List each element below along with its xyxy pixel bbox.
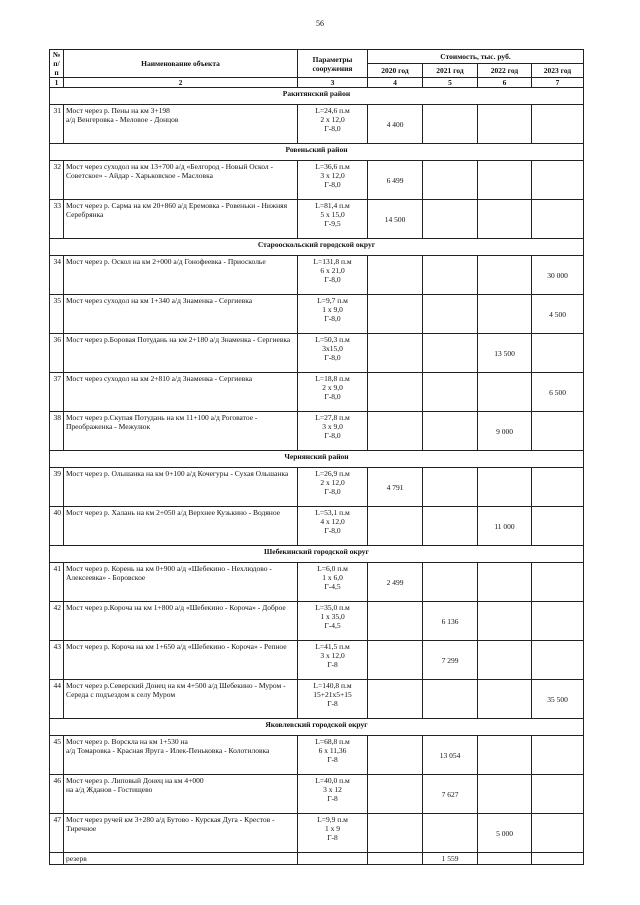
cost-cell — [368, 680, 423, 719]
object-name: Мост через р. Ворскла на км 1+530 на а/д Томаровка - Красная Яруга - Илек-Пеньковка - Колотиловка — [64, 736, 298, 775]
column-number: 5 — [423, 78, 478, 88]
cost-cell — [423, 373, 478, 412]
row-number: 46 — [50, 775, 64, 814]
cost-cell — [368, 775, 423, 814]
cost-cell: 13 500 — [478, 334, 532, 373]
row-number: 37 — [50, 373, 64, 412]
table-row — [50, 641, 584, 680]
structure-params: L=50,3 п.м 3х15,0 Г-8,0 — [298, 334, 368, 373]
cost-cell — [532, 507, 584, 546]
cost-cell — [532, 200, 584, 239]
table-row — [50, 256, 584, 295]
cost-cell — [478, 295, 532, 334]
cost-cell — [368, 373, 423, 412]
cost-cell — [368, 507, 423, 546]
row-number: 34 — [50, 256, 64, 295]
column-number: 3 — [298, 78, 368, 88]
object-name: Мост через р.Боровая Потудань на км 2+180 а/д Знаменка - Сергиевка — [64, 334, 298, 373]
cost-cell — [423, 334, 478, 373]
cost-cell: 2 499 — [368, 563, 423, 602]
structure-params: L=35,0 п.м 1 х 35,0 Г-4,5 — [298, 602, 368, 641]
table-row — [50, 334, 584, 373]
cost-cell — [532, 412, 584, 451]
cost-cell — [368, 412, 423, 451]
cost-cell — [532, 602, 584, 641]
cost-cell — [478, 736, 532, 775]
cost-cell — [478, 468, 532, 507]
cost-cell: 6 499 — [368, 161, 423, 200]
table-row — [50, 412, 584, 451]
cost-cell — [532, 334, 584, 373]
cost-cell: 5 000 — [478, 814, 532, 853]
cost-cell: 13 054 — [423, 736, 478, 775]
header-name: Наименование объекта — [64, 50, 298, 78]
object-name: Мост через р. Оскол на км 2+000 а/д Гонофеевка - Приосколье — [64, 256, 298, 295]
cost-cell — [532, 853, 584, 865]
cost-cell — [423, 680, 478, 719]
object-name: Мост через р. Пены на км 3+198 а/д Венгеровка - Меловое - Донцов — [64, 105, 298, 144]
structure-params: L=18,8 п.м 2 х 9,0 Г-8,0 — [298, 373, 368, 412]
structure-params: L=41,5 п.м 3 х 12,0 Г-8 — [298, 641, 368, 680]
row-number: 38 — [50, 412, 64, 451]
column-number: 1 — [50, 78, 64, 88]
row-number: 42 — [50, 602, 64, 641]
structure-params: L=9,9 п.м 1 х 9 Г-8 — [298, 814, 368, 853]
cost-cell — [478, 563, 532, 602]
table-row — [50, 295, 584, 334]
table-row — [50, 563, 584, 602]
cost-cell — [478, 602, 532, 641]
cost-cell — [532, 814, 584, 853]
object-name: Мост через р. Халань на км 2+050 а/д Верхнее Кузькино - Водяное — [64, 507, 298, 546]
structure-params: L=36,6 п.м 3 х 12,0 Г-8,0 — [298, 161, 368, 200]
column-number: 4 — [368, 78, 423, 88]
object-name: Мост через р. Корень на км 0+900 а/д «Шебекино - Нехлюдово - Алексеевка» - Боровское — [64, 563, 298, 602]
table-row — [50, 775, 584, 814]
table-row — [50, 602, 584, 641]
structure-params: L=68,8 п.м 6 х 11,36 Г-8 — [298, 736, 368, 775]
object-name: Мост через ручей км 3+280 а/д Бутово - Курская Дуга - Крестов - Тиречное — [64, 814, 298, 853]
cost-cell — [532, 736, 584, 775]
object-name: Мост через суходол на км 2+810 а/д Знаменка - Сергиевка — [64, 373, 298, 412]
section-title: Ровеньский район — [50, 144, 584, 161]
cost-cell — [423, 814, 478, 853]
cost-cell — [532, 161, 584, 200]
row-number: 40 — [50, 507, 64, 546]
cost-cell: 11 000 — [478, 507, 532, 546]
row-number: 39 — [50, 468, 64, 507]
header-year: 2020 год — [368, 64, 423, 78]
object-name: Мост через суходол на км 13+700 а/д «Белгород - Новый Оскол - Советское» - Айдар - Харьковское - Масловка — [64, 161, 298, 200]
cost-cell — [532, 775, 584, 814]
column-number: 6 — [478, 78, 532, 88]
cost-cell — [368, 334, 423, 373]
section-title: Ракитянский район — [50, 88, 584, 105]
object-name: Мост через р. Липовый Донец на км 4+000 на а/д Жданов - Гостищево — [64, 775, 298, 814]
section-title: Старооскольский городской округ — [50, 239, 584, 256]
header-year: 2023 год — [532, 64, 584, 78]
cost-cell: 4 500 — [532, 295, 584, 334]
cost-cell: 30 000 — [532, 256, 584, 295]
cost-cell — [368, 602, 423, 641]
table-row — [50, 468, 584, 507]
cost-cell — [532, 641, 584, 680]
header-cost: Стоимость, тыс. руб. — [368, 50, 584, 64]
cost-table — [49, 49, 584, 865]
table-row — [50, 736, 584, 775]
cost-cell — [423, 256, 478, 295]
cost-cell — [532, 563, 584, 602]
cost-cell — [423, 161, 478, 200]
cost-cell — [478, 373, 532, 412]
cost-cell — [478, 641, 532, 680]
row-number: 35 — [50, 295, 64, 334]
structure-params: L=140,8 п.м 15+21х5+15 Г-8 — [298, 680, 368, 719]
object-name: Мост через р.Скупая Потудань на км 11+100 а/д Роговатое - Преображенка - Межулюк — [64, 412, 298, 451]
table-row — [50, 105, 584, 144]
table-row — [50, 161, 584, 200]
cost-cell: 7 627 — [423, 775, 478, 814]
cost-cell — [478, 775, 532, 814]
cost-cell — [368, 853, 423, 865]
cost-cell — [478, 161, 532, 200]
row-number: 41 — [50, 563, 64, 602]
section-title: Яковлевский городской округ — [50, 719, 584, 736]
row-number: 36 — [50, 334, 64, 373]
row-number: 31 — [50, 105, 64, 144]
column-number: 2 — [64, 78, 298, 88]
object-name: Мост через р. Ольшанка на км 0+100 а/д Кочегуры - Сухая Ольшанка — [64, 468, 298, 507]
cost-cell: 6 500 — [532, 373, 584, 412]
header-no: № п/п — [50, 50, 64, 78]
row-number: 32 — [50, 161, 64, 200]
structure-params: L=26,9 п.м 2 х 12,0 Г-8,0 — [298, 468, 368, 507]
cost-cell — [423, 412, 478, 451]
object-name: Мост через р.Короча на км 1+800 а/д «Шебекино - Короча» - Доброе — [64, 602, 298, 641]
cost-cell — [478, 680, 532, 719]
structure-params — [298, 853, 368, 865]
cost-cell — [368, 736, 423, 775]
cost-cell — [532, 468, 584, 507]
cost-cell — [368, 295, 423, 334]
cost-cell: 4 400 — [368, 105, 423, 144]
cost-cell — [368, 256, 423, 295]
row-number: 44 — [50, 680, 64, 719]
cost-cell — [478, 256, 532, 295]
structure-params: L=9,7 п.м 1 х 9,0 Г-8,0 — [298, 295, 368, 334]
structure-params: L=53,1 п.м 4 х 12,0 Г-8,0 — [298, 507, 368, 546]
structure-params: L=81,4 п.м 5 х 15,0 Г-9,5 — [298, 200, 368, 239]
reserve-label: резерв — [64, 853, 298, 865]
column-number: 7 — [532, 78, 584, 88]
table-body — [50, 88, 584, 865]
row-number: 33 — [50, 200, 64, 239]
object-name: Мост через р. Короча на км 1+650 а/д «Шебекино - Короча» - Репное — [64, 641, 298, 680]
section-title: Шебекинский городской округ — [50, 546, 584, 563]
cost-cell: 1 559 — [423, 853, 478, 865]
table-row — [50, 200, 584, 239]
cost-cell — [478, 105, 532, 144]
cost-cell: 7 299 — [423, 641, 478, 680]
cost-cell — [478, 853, 532, 865]
cost-cell — [423, 105, 478, 144]
section-row — [50, 719, 584, 736]
cost-cell: 35 500 — [532, 680, 584, 719]
reserve-row — [50, 853, 584, 865]
table-row — [50, 814, 584, 853]
cost-cell — [368, 641, 423, 680]
structure-params: L=131,8 п.м 6 х 21,0 Г-8,0 — [298, 256, 368, 295]
object-name: Мост через суходол на км 1+340 а/д Знаменка - Сергиевка — [64, 295, 298, 334]
table-row — [50, 680, 584, 719]
row-number: 45 — [50, 736, 64, 775]
structure-params: L=40,0 п.м 3 х 12 Г-8 — [298, 775, 368, 814]
row-number: 47 — [50, 814, 64, 853]
cost-cell — [532, 105, 584, 144]
header-params: Параметры сооружения — [298, 50, 368, 78]
cost-cell: 6 136 — [423, 602, 478, 641]
cost-cell: 14 500 — [368, 200, 423, 239]
cost-cell — [423, 200, 478, 239]
cost-cell — [478, 200, 532, 239]
cost-cell: 4 791 — [368, 468, 423, 507]
header-year: 2022 год — [478, 64, 532, 78]
structure-params: L=6,0 п.м 1 х 6,0 Г-4,5 — [298, 563, 368, 602]
structure-params: L=27,8 п.м 3 х 9,0 Г-8,0 — [298, 412, 368, 451]
cost-cell — [368, 814, 423, 853]
page-number: 56 — [316, 19, 324, 28]
section-title: Чернянский район — [50, 451, 584, 468]
cost-cell — [423, 563, 478, 602]
section-row — [50, 451, 584, 468]
row-number: 43 — [50, 641, 64, 680]
section-row — [50, 88, 584, 105]
cost-cell — [423, 295, 478, 334]
cost-cell: 9 000 — [478, 412, 532, 451]
header-year: 2021 год — [423, 64, 478, 78]
row-number — [50, 853, 64, 865]
object-name: Мост через р.Северский Донец на км 4+500 а/д Шебекино - Муром - Середа с подъездом к селу Муром — [64, 680, 298, 719]
section-row — [50, 144, 584, 161]
object-name: Мост через р. Сарма на км 20+860 а/д Еремовка - Ровеньки - Нижняя Серебрянка — [64, 200, 298, 239]
cost-cell — [423, 507, 478, 546]
cost-cell — [423, 468, 478, 507]
section-row — [50, 239, 584, 256]
table-row — [50, 507, 584, 546]
section-row — [50, 546, 584, 563]
table-row — [50, 373, 584, 412]
structure-params: L=24,6 п.м 2 х 12,0 Г-8,0 — [298, 105, 368, 144]
